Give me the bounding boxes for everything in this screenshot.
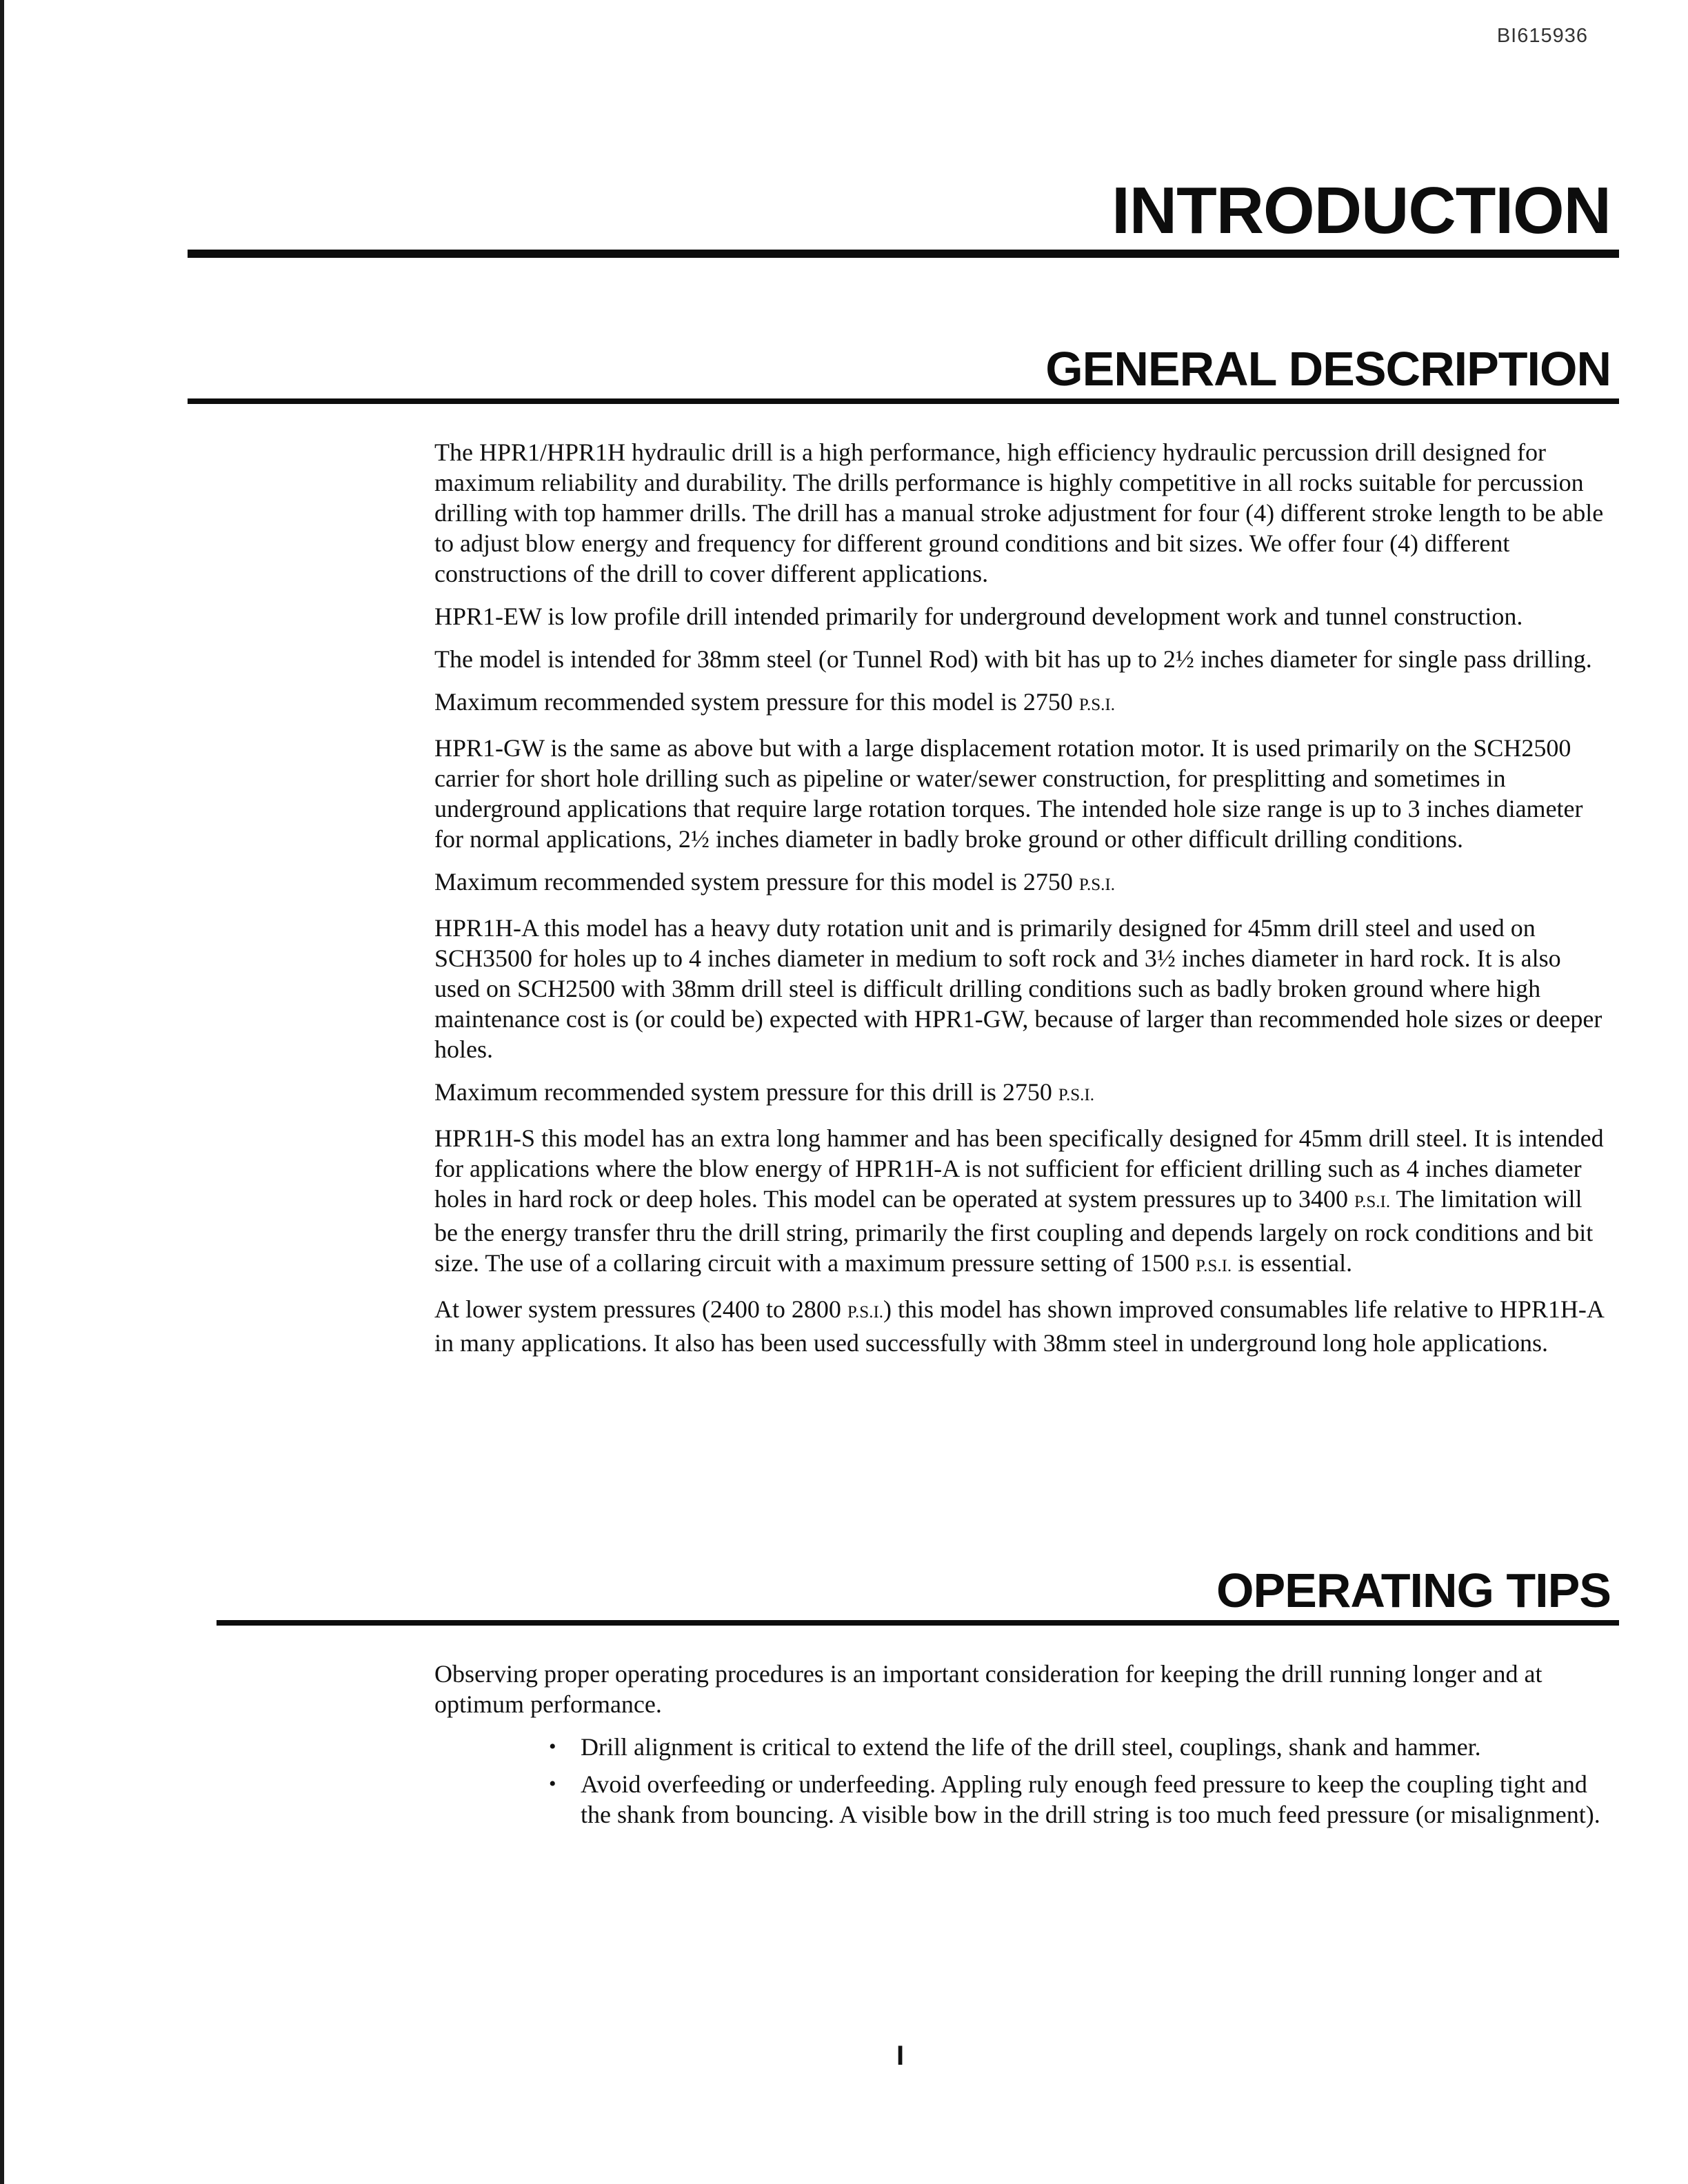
- paragraph-overview: The HPR1/HPR1H hydraulic drill is a high performance, high efficiency hydraulic percussion drill designed for maximum reliability and durability. The drills performance is highly competitive in all rocks suitable for percussion drilling with top hammer drills. The drill has a manual stroke adjustment for four (4) different stroke length to be able to adjust blow energy and frequency for different ground conditions and bit sizes. We offer four (4) different constructions of the drill to cover different applications.: [434, 438, 1604, 587]
- operating-tips-body: [434, 1659, 1611, 1837]
- pressure-ew-text: Maximum recommended system pressure for this model is 2750: [434, 688, 1079, 716]
- lower-pressure-part2: ) this model has shown improved consumables life relative to HPR1H-A in many applications. It also has been used successfully with 38mm steel in underground long hole applications.: [434, 1295, 1603, 1357]
- hs-unit-2: P.S.I.: [1196, 1257, 1232, 1275]
- list-item: [549, 1769, 1611, 1830]
- pressure-ha-text: Maximum recommended system pressure for this drill is 2750: [434, 1078, 1058, 1106]
- lower-pressure-unit: P.S.I.: [847, 1303, 884, 1322]
- general-description-body: [434, 437, 1611, 1371]
- lower-pressure-part1: At lower system pressures (2400 to 2800: [434, 1295, 847, 1323]
- scan-left-edge: [0, 0, 4, 2184]
- paragraph-hpr1-gw: HPR1-GW is the same as above but with a large displacement rotation motor. It is used primarily on the SCH2500 carrier for short hole drilling such as pipeline or water/sewer construction, for presplitting and sometimes in underground applications that require large rotation torques. The intended hole size range is up to 3 inches diameter for normal applications, 2½ inches diameter in badly broke ground or other difficult drilling conditions.: [434, 734, 1583, 853]
- pressure-gw-unit: P.S.I.: [1078, 876, 1115, 894]
- document-id: BI615936: [1496, 25, 1588, 47]
- operating-tips-intro: Observing proper operating procedures is an important consideration for keeping the drill running longer and at optimum performance.: [434, 1660, 1543, 1718]
- hs-text-part1: HPR1H-S this model has an extra long hammer and has been specifically designed for 45mm drill steel. It is intended for applications where the blow energy of HPR1H-A is not sufficient for efficient drilling such as 4 inches diameter holes in hard rock or deep holes. This model can be operated at system pressures up to 3400: [434, 1124, 1604, 1213]
- section-heading-general-description: GENERAL DESCRIPTION: [1045, 342, 1611, 396]
- paragraph-pressure-ew: [434, 687, 1611, 720]
- paragraph-38mm-steel: The model is intended for 38mm steel (or Tunnel Rod) with bit has up to 2½ inches diameter for single pass drilling.: [434, 645, 1592, 673]
- pressure-ew-unit: P.S.I.: [1078, 696, 1115, 714]
- tip-feeding: Avoid overfeeding or underfeeding. Appling ruly enough feed pressure to keep the coupling tight and the shank from bouncing. A visible bow in the drill string is too much feed pressure (or misalignment).: [581, 1770, 1600, 1828]
- page-number: I: [896, 2041, 905, 2071]
- operating-tips-divider: [217, 1620, 1619, 1626]
- hs-unit-1: P.S.I.: [1354, 1193, 1391, 1211]
- pressure-gw-text: Maximum recommended system pressure for this model is 2750: [434, 868, 1079, 896]
- hs-text-part2: The limitation will be the energy transfer thru the drill string, primarily the first coupling and depends largely on rock conditions and bit size. The use of a collaring circuit with a maximum pressure setting of 1500: [434, 1185, 1594, 1277]
- page-title: INTRODUCTION: [1112, 174, 1611, 247]
- operating-tips-list: [434, 1732, 1611, 1830]
- section-heading-operating-tips: OPERATING TIPS: [1216, 1564, 1611, 1617]
- list-item: [549, 1732, 1611, 1762]
- paragraph-hpr1h-a: HPR1H-A this model has a heavy duty rotation unit and is primarily designed for 45mm drill steel and used on SCH3500 for holes up to 4 inches diameter in medium to soft rock and 3½ inches diameter in hard rock. It is also used on SCH2500 with 38mm drill steel is difficult drilling conditions such as badly broken ground where high maintenance cost is (or could be) expected with HPR1-GW, because of larger than recommended hole sizes or deeper holes.: [434, 914, 1602, 1063]
- title-divider: [188, 250, 1619, 258]
- bullet-icon: •: [549, 1772, 556, 1795]
- paragraph-pressure-ha: [434, 1077, 1611, 1111]
- paragraph-hpr1h-s: [434, 1123, 1611, 1282]
- hs-text-part3: is essential.: [1232, 1249, 1353, 1277]
- paragraph-lower-pressure: [434, 1294, 1611, 1358]
- bullet-icon: •: [549, 1735, 556, 1758]
- pressure-ha-unit: P.S.I.: [1058, 1086, 1094, 1104]
- general-description-divider: [188, 398, 1619, 404]
- paragraph-pressure-gw: [434, 867, 1611, 900]
- paragraph-hpr1-ew: HPR1-EW is low profile drill intended primarily for underground development work and tunnel construction.: [434, 603, 1523, 630]
- tip-alignment: Drill alignment is critical to extend the life of the drill steel, couplings, shank and hammer.: [581, 1733, 1481, 1761]
